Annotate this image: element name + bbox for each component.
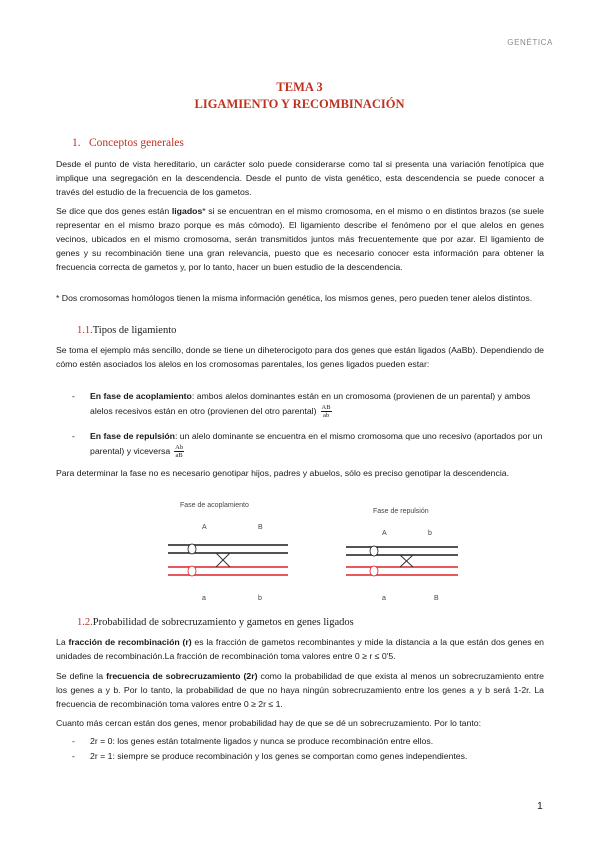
chapter-number: TEMA 3 [276, 80, 323, 94]
section-heading-1-1 [77, 325, 176, 336]
section-number: 1.2. [77, 617, 93, 628]
text: Se define la [56, 671, 107, 681]
allele-label: A [202, 524, 207, 531]
allele-label: a [202, 595, 206, 602]
allele-label: B [434, 595, 439, 602]
allele-label: a [382, 595, 386, 602]
genotype-fraction [174, 444, 184, 459]
allele-label: b [428, 530, 432, 537]
list-item-acoplamiento [72, 390, 550, 419]
list-dash: - [72, 736, 75, 746]
section-title: Tipos de ligamiento [92, 325, 177, 336]
section-heading-1 [72, 137, 184, 149]
text: como la probabilidad de que exista al menos un sobrecruzamiento entre los genes a y b. Por lo tanto, la probabilidad de que no haya ningún sobrecruzamiento entre los genes a y b será 1-2r. La frecuencia de recombinación toma valores entre 0 ≥ 2r ≤ 1. [56, 671, 544, 709]
text: es la fracción de gametos recombinantes y mide la distancia a la que están dos genes en unidades de recombinación.La fracción de recombinación toma valores entre 0 ≥ r ≤ 0'5. [56, 637, 544, 661]
section-title: Probabilidad de sobrecruzamiento y gametos en genes ligados [92, 617, 354, 628]
section-title: Conceptos generales [89, 137, 184, 149]
paragraph-crossover-frequency [56, 670, 544, 712]
coupling-phase-figure [160, 497, 295, 607]
chapter-title: LIGAMIENTO Y RECOMBINACIÓN [194, 97, 405, 111]
list-text: 2r = 1: siempre se produce recombinación y los genes se comportan como genes independientes. [90, 751, 468, 761]
centromere-icon [370, 566, 378, 576]
centromere-icon [188, 544, 196, 554]
section-heading-1-2 [77, 617, 354, 628]
centromere-icon [370, 546, 378, 556]
fraction-bottom: aB [175, 451, 183, 459]
page-number: 1 [537, 800, 543, 812]
figure-title: Fase de repulsión [373, 508, 429, 515]
list-text: 2r = 0: los genes están totalmente ligados y nunca se produce recombinación entre ellos. [90, 736, 434, 746]
term-recombination-fraction: fracción de recombinación (r) [68, 637, 192, 647]
paragraph-recombination [56, 636, 544, 664]
term-ligados: ligados [171, 206, 203, 216]
figure-title: Fase de acoplamiento [180, 502, 249, 509]
paragraph-ligados [56, 205, 544, 275]
term-repulsion: En fase de repulsión [90, 431, 175, 441]
term-acoplamiento: En fase de acoplamiento [90, 391, 192, 401]
genotype-fraction [321, 404, 332, 419]
fraction-top: Ab [175, 443, 184, 451]
paragraph-example: Se toma el ejemplo más sencillo, donde se tiene un diheterocigoto para dos genes que están ligados (AaBb). Dependiendo de cómo estén asociados los alelos en los cromosomas parentales, los genes ligados pueden estar: [56, 345, 544, 369]
text: * si se encuentran en el mismo cromosoma, en el mismo o en distintos brazos (se suele representar en el mismo brazo porque es más cómodo). El ligamiento describe el fenómeno por el que alelos en genes vecinos, ubicados en el mismo cromosoma, serán transmitidos juntos más frecuentemente que por azar. El ligamiento de genes y su recombinación tiene una gran relevancia, puesto que es necesario conocer esta información para obtener la frecuencia correcta de gametos y, por lo tanto, hacer un buen estudio de la descendencia. [56, 206, 544, 272]
text: Se dice que dos genes están [56, 206, 172, 216]
paragraph-phase: Para determinar la fase no es necesario genotipar hijos, padres y abuelos, sólo es preciso genotipar la descendencia. [56, 468, 509, 478]
text: : un alelo dominante se encuentra en el mismo cromosoma que uno recesivo (aportados por un parental) y viceversa [90, 431, 543, 456]
text: La [56, 637, 69, 647]
centromere-icon [188, 566, 196, 576]
paragraph-distance: Cuanto más cercan están dos genes, menor probabilidad hay de que se dé un sobrecruzamiento. Por lo tanto: [56, 718, 481, 728]
list-dash: - [72, 391, 75, 401]
allele-label: b [258, 595, 262, 602]
list-dash: - [72, 751, 75, 761]
term-crossover-frequency: frecuencia de sobrecruzamiento (2r) [106, 671, 258, 681]
paragraph-footnote: * Dos cromosomas homólogos tienen la misma información genética, los mismos genes, pero pueden tener alelos distintos. [56, 293, 533, 303]
running-header: GENÉTICA [507, 38, 553, 47]
allele-label: B [258, 524, 263, 531]
fraction-bottom: ab [322, 411, 330, 419]
paragraph-intro: Desde el punto de vista hereditario, un carácter solo puede considerarse como tal si presenta una variación fenotípica que implique una segregación en la descendencia. Desde el punto de vista genético, esta descendencia se puede conocer a través del estudio de la frecuencia de los gametos. [56, 159, 544, 197]
repulsion-phase-figure [340, 503, 465, 607]
section-number: 1. [72, 137, 81, 149]
fraction-top: AB [321, 403, 331, 411]
list-dash: - [72, 431, 75, 441]
text: : ambos alelos dominantes están en un cromosoma (provienen de un parental) y ambos alelos recesivos están en otro (provienen del otro parental) [90, 391, 531, 416]
allele-label: A [382, 530, 387, 537]
section-number: 1.1. [77, 325, 93, 336]
list-item-repulsion [72, 430, 550, 459]
